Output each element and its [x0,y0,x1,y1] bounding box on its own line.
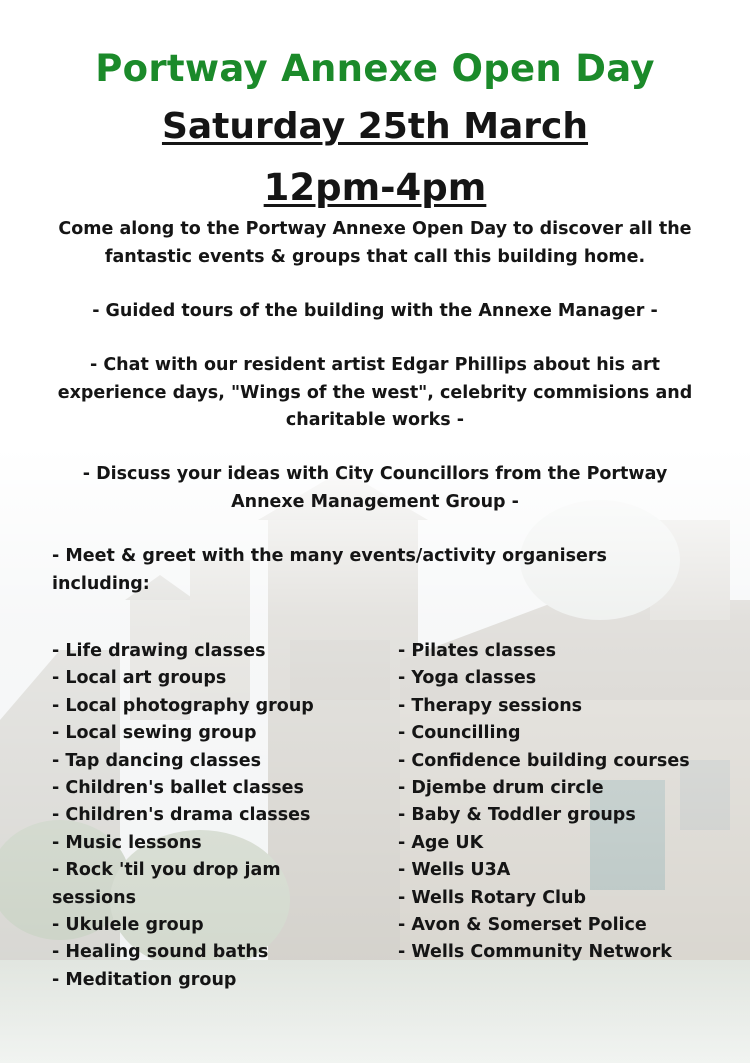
list-item: - Councilling [398,723,521,744]
intro-line: Come along to the Portway Annexe Open Day to discover all the [58,219,692,239]
list-item: - Music lessons [52,832,202,853]
list-item: - Children's ballet classes [52,778,304,799]
intro-paragraph [0,216,750,271]
list-item: - Rock 'til you drop jam [52,860,281,881]
event-title: Portway Annexe Open Day [95,47,655,90]
list-item: - Djembe drum circle [398,778,604,799]
list-item: - Local sewing group [52,723,257,744]
councillors-paragraph [0,461,750,516]
councillors-line: - Discuss your ideas with City Councillors from the Portway [82,464,668,484]
intro-line: fantastic events & groups that call this building home. [104,246,646,267]
list-item: - Therapy sessions [398,695,583,716]
list-item: - Children's drama classes [52,805,311,826]
activities-left-list [52,638,372,994]
list-item: - Life drawing classes [52,641,266,661]
artist-paragraph [0,352,750,435]
list-item: - Confidence building courses [398,750,690,771]
list-item: - Wells U3A [398,860,511,881]
list-item: - Local photography group [52,695,314,716]
event-time: 12pm-4pm [263,166,487,209]
list-item: - Wells Rotary Club [398,887,587,908]
list-item: - Local art groups [52,668,227,689]
list-item: - Baby & Toddler groups [398,805,636,826]
list-item: - Pilates classes [398,641,557,661]
list-item: - Avon & Somerset Police [398,915,647,936]
meet-line: - Meet & greet with the many events/activity organisers [52,546,607,566]
list-item: - Yoga classes [398,668,537,689]
meet-line: including: [52,573,150,594]
meet-greet-paragraph [52,543,692,598]
list-item: - Meditation group [52,969,237,990]
list-item: - Healing sound baths [52,942,269,963]
tours-paragraph [0,298,750,326]
event-date: Saturday 25th March [161,106,589,147]
artist-line: charitable works - [285,410,465,430]
list-item: - Ukulele group [52,915,204,936]
artist-line: - Chat with our resident artist Edgar Phillips about his art [89,355,660,375]
list-item: - Wells Community Network [398,942,672,963]
councillors-line: Annexe Management Group - [231,491,519,512]
activities-right-list [398,638,738,967]
artist-line: experience days, "Wings of the west", celebrity commisions and [57,382,693,403]
list-item: sessions [52,887,137,908]
list-item: - Tap dancing classes [52,750,262,771]
tours-line: - Guided tours of the building with the Annexe Manager - [92,301,658,321]
list-item: - Age UK [398,832,484,853]
